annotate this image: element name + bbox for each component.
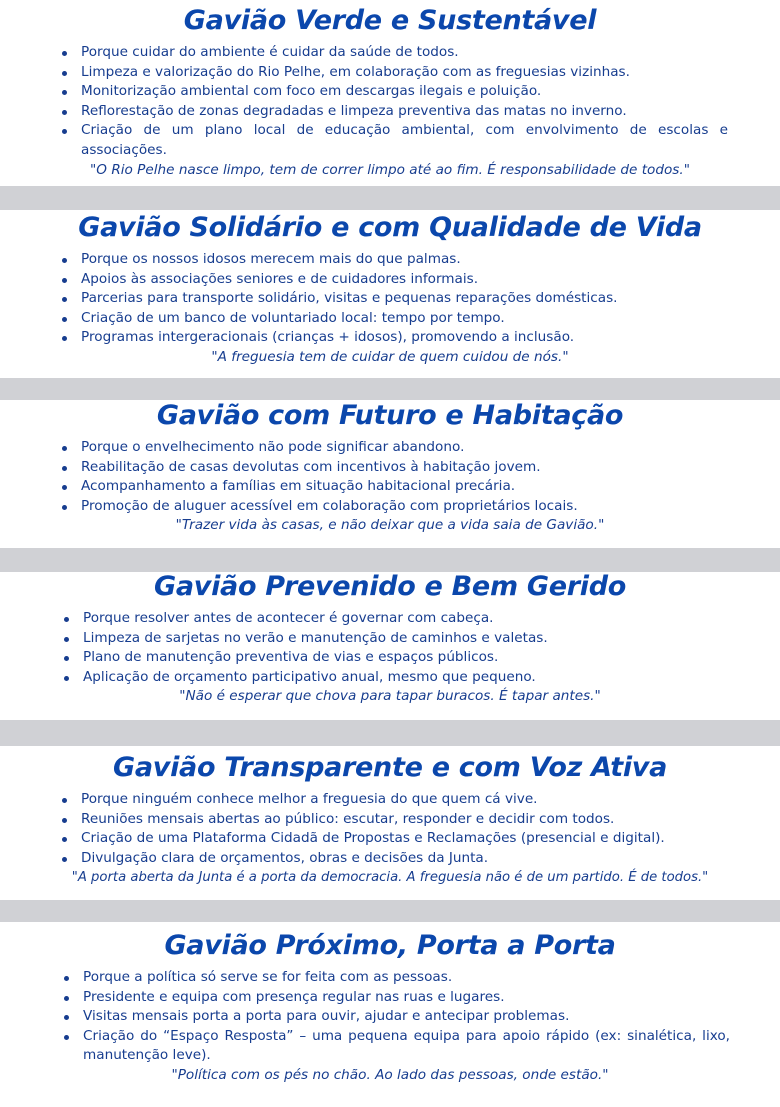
- item-list: [55, 438, 728, 516]
- list-item: Reflorestação de zonas degradadas e limpeza preventiva das matas no inverno.: [55, 102, 728, 122]
- list-item: Apoios às associações seniores e de cuidadores informais.: [55, 270, 728, 290]
- section-verde: [0, 4, 780, 180]
- list-item: Porque ninguém conhece melhor a freguesia do que quem cá vive.: [55, 790, 728, 810]
- section-divider: [0, 378, 780, 400]
- item-list: [57, 609, 728, 687]
- section-quote: "O Rio Pelhe nasce limpo, tem de correr limpo até ao fim. É responsabilidade de todos.": [90, 161, 690, 178]
- list-item: Porque os nossos idosos merecem mais do que palmas.: [55, 250, 728, 270]
- list-item: Presidente e equipa com presença regular nas ruas e lugares.: [57, 988, 730, 1008]
- list-item: Criação de um banco de voluntariado local: tempo por tempo.: [55, 309, 728, 329]
- list-item: Criação do “Espaço Resposta” – uma pequena equipa para apoio rápido (ex: sinalética, lixo, manutenção leve).: [57, 1027, 730, 1066]
- section-quote: "A freguesia tem de cuidar de quem cuidou de nós.": [211, 348, 569, 365]
- list-item: Porque a política só serve se for feita com as pessoas.: [57, 968, 730, 988]
- section-proximo: [0, 929, 780, 1085]
- section-title: Gavião Prevenido e Bem Gerido: [153, 571, 626, 602]
- list-item: Plano de manutenção preventiva de vias e espaços públicos.: [57, 648, 728, 668]
- list-item: Criação de um plano local de educação ambiental, com envolvimento de escolas e associações.: [55, 121, 728, 160]
- list-item: Porque cuidar do ambiente é cuidar da saúde de todos.: [55, 43, 728, 63]
- list-item: Reuniões mensais abertas ao público: escutar, responder e decidir com todos.: [55, 810, 728, 830]
- section-title: Gavião Próximo, Porta a Porta: [164, 930, 616, 961]
- section-title: Gavião Transparente e com Voz Ativa: [113, 752, 667, 783]
- list-item: Limpeza de sarjetas no verão e manutenção de caminhos e valetas.: [57, 629, 728, 649]
- section-title: Gavião Solidário e com Qualidade de Vida: [78, 212, 702, 243]
- list-item: Divulgação clara de orçamentos, obras e decisões da Junta.: [55, 849, 728, 869]
- list-item: Promoção de aluguer acessível em colaboração com proprietários locais.: [55, 497, 728, 517]
- section-divider: [0, 720, 780, 746]
- section-quote: "Trazer vida às casas, e não deixar que a vida saia de Gavião.": [175, 517, 605, 534]
- section-solidario: [0, 211, 780, 367]
- list-item: Acompanhamento a famílias em situação habitacional precária.: [55, 477, 728, 497]
- list-item: Monitorização ambiental com foco em descargas ilegais e poluição.: [55, 82, 728, 102]
- list-item: Porque o envelhecimento não pode significar abandono.: [55, 438, 728, 458]
- item-list: [55, 250, 728, 348]
- section-quote: "Política com os pés no chão. Ao lado das pessoas, onde estão.": [171, 1066, 609, 1083]
- section-quote: "Não é esperar que chova para tapar buracos. É tapar antes.": [179, 688, 601, 705]
- list-item: Programas intergeracionais (crianças + idosos), promovendo a inclusão.: [55, 328, 728, 348]
- list-item: Criação de uma Plataforma Cidadã de Propostas e Reclamações (presencial e digital).: [55, 829, 728, 849]
- list-item: Limpeza e valorização do Rio Pelhe, em colaboração com as freguesias vizinhas.: [55, 63, 728, 83]
- item-list: [57, 968, 730, 1066]
- section-futuro: [0, 399, 780, 535]
- item-list: [55, 790, 728, 868]
- section-divider: [0, 186, 780, 210]
- section-divider: [0, 900, 780, 922]
- list-item: Visitas mensais porta a porta para ouvir, ajudar e antecipar problemas.: [57, 1007, 730, 1027]
- section-prevenido: [0, 570, 780, 706]
- section-quote: "A porta aberta da Junta é a porta da democracia. A freguesia não é de um partido. É de todos.": [71, 870, 709, 886]
- section-title: Gavião com Futuro e Habitação: [156, 400, 624, 431]
- list-item: Porque resolver antes de acontecer é governar com cabeça.: [57, 609, 728, 629]
- list-item: Aplicação de orçamento participativo anual, mesmo que pequeno.: [57, 668, 728, 688]
- list-item: Parcerias para transporte solidário, visitas e pequenas reparações domésticas.: [55, 289, 728, 309]
- section-title: Gavião Verde e Sustentável: [183, 5, 597, 36]
- section-transparente: [0, 751, 780, 887]
- section-divider: [0, 548, 780, 572]
- item-list: [55, 43, 728, 161]
- list-item: Reabilitação de casas devolutas com incentivos à habitação jovem.: [55, 458, 728, 478]
